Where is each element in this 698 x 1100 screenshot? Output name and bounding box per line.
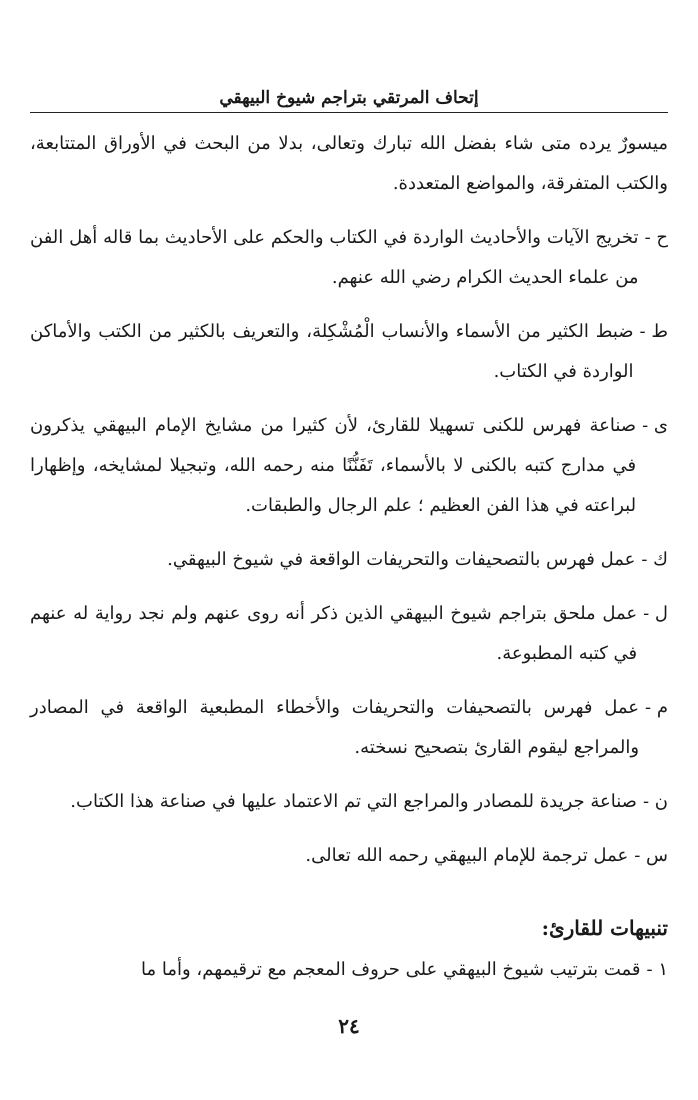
item-marker: ك - bbox=[641, 549, 668, 570]
list-item bbox=[30, 782, 668, 822]
item-text: صناعة جريدة للمصادر والمراجع التي تم الاعتماد عليها في صناعة هذا الكتاب. bbox=[70, 791, 637, 812]
item-marker: ى - bbox=[642, 415, 668, 436]
list-item bbox=[30, 688, 668, 768]
item-marker: س - bbox=[634, 845, 668, 866]
item-text: عمل ملحق بتراجم شيوخ البيهقي الذين ذكر أنه روى عنهم ولم نجد رواية له عنهم في كتبه المطبوعة. bbox=[30, 603, 638, 664]
note-item bbox=[30, 950, 668, 990]
item-text: صناعة فهرس للكنى تسهيلا للقارئ، لأن كثيرا من مشايخ الإمام البيهقي يذكرون في مدارج كتبه بالكنى لا بالأسماء، تَفَنُّنًا منه رحمه الله، وتبجيلا لمشايخه، وإظهارا لبراعته في هذا الفن العظيم ؛ علم الرجال والطبقات. bbox=[30, 415, 637, 516]
item-text: تخريج الآيات والأحاديث الواردة في الكتاب والحكم على الأحاديث بما قاله أهل الفن من علماء الحديث الكرام رضي الله عنهم. bbox=[30, 227, 639, 288]
note-text: قمت بترتيب شيوخ البيهقي على حروف المعجم مع ترقيمهم، وأما ما bbox=[141, 959, 641, 980]
notes-heading: تنبيهات للقارئ: bbox=[541, 916, 668, 940]
item-text: عمل ترجمة للإمام البيهقي رحمه الله تعالى. bbox=[305, 845, 629, 866]
list-item bbox=[30, 218, 668, 298]
item-text: عمل فهرس بالتصحيفات والتحريفات والأخطاء المطبعية الواقعة في المصادر والمراجع ليقوم القارئ بتصحيح نسخته. bbox=[30, 697, 640, 758]
header-rule bbox=[30, 112, 668, 113]
item-marker: ن - bbox=[642, 791, 668, 812]
item-marker: م - bbox=[645, 697, 668, 718]
list-item bbox=[30, 312, 668, 392]
list-item bbox=[30, 540, 668, 580]
list-item bbox=[30, 594, 668, 674]
list-item bbox=[30, 406, 668, 526]
item-marker: ل - bbox=[643, 603, 668, 624]
note-marker: ١ - bbox=[646, 959, 668, 980]
page-number: ٢٤ bbox=[338, 1014, 360, 1038]
item-marker: ح - bbox=[644, 227, 668, 248]
body-text bbox=[30, 124, 668, 890]
item-text: ضبط الكثير من الأسماء والأنساب الْمُشْكِلة، والتعريف بالكثير من الكتب والأماكن الواردة في الكتاب. bbox=[30, 321, 634, 382]
item-marker: ط - bbox=[639, 321, 668, 342]
item-text: عمل فهرس بالتصحيفات والتحريفات الواقعة في شيوخ البيهقي. bbox=[167, 549, 636, 570]
intro-paragraph: ميسورٌ يرده متى شاء بفضل الله تبارك وتعالى، بدلا من البحث في الأوراق المتتابعة، والكتب المتفرقة، والمواضع المتعددة. bbox=[30, 133, 668, 194]
list-item bbox=[30, 836, 668, 876]
running-title: إتحاف المرتقي بتراجم شيوخ البيهقي bbox=[219, 88, 479, 108]
